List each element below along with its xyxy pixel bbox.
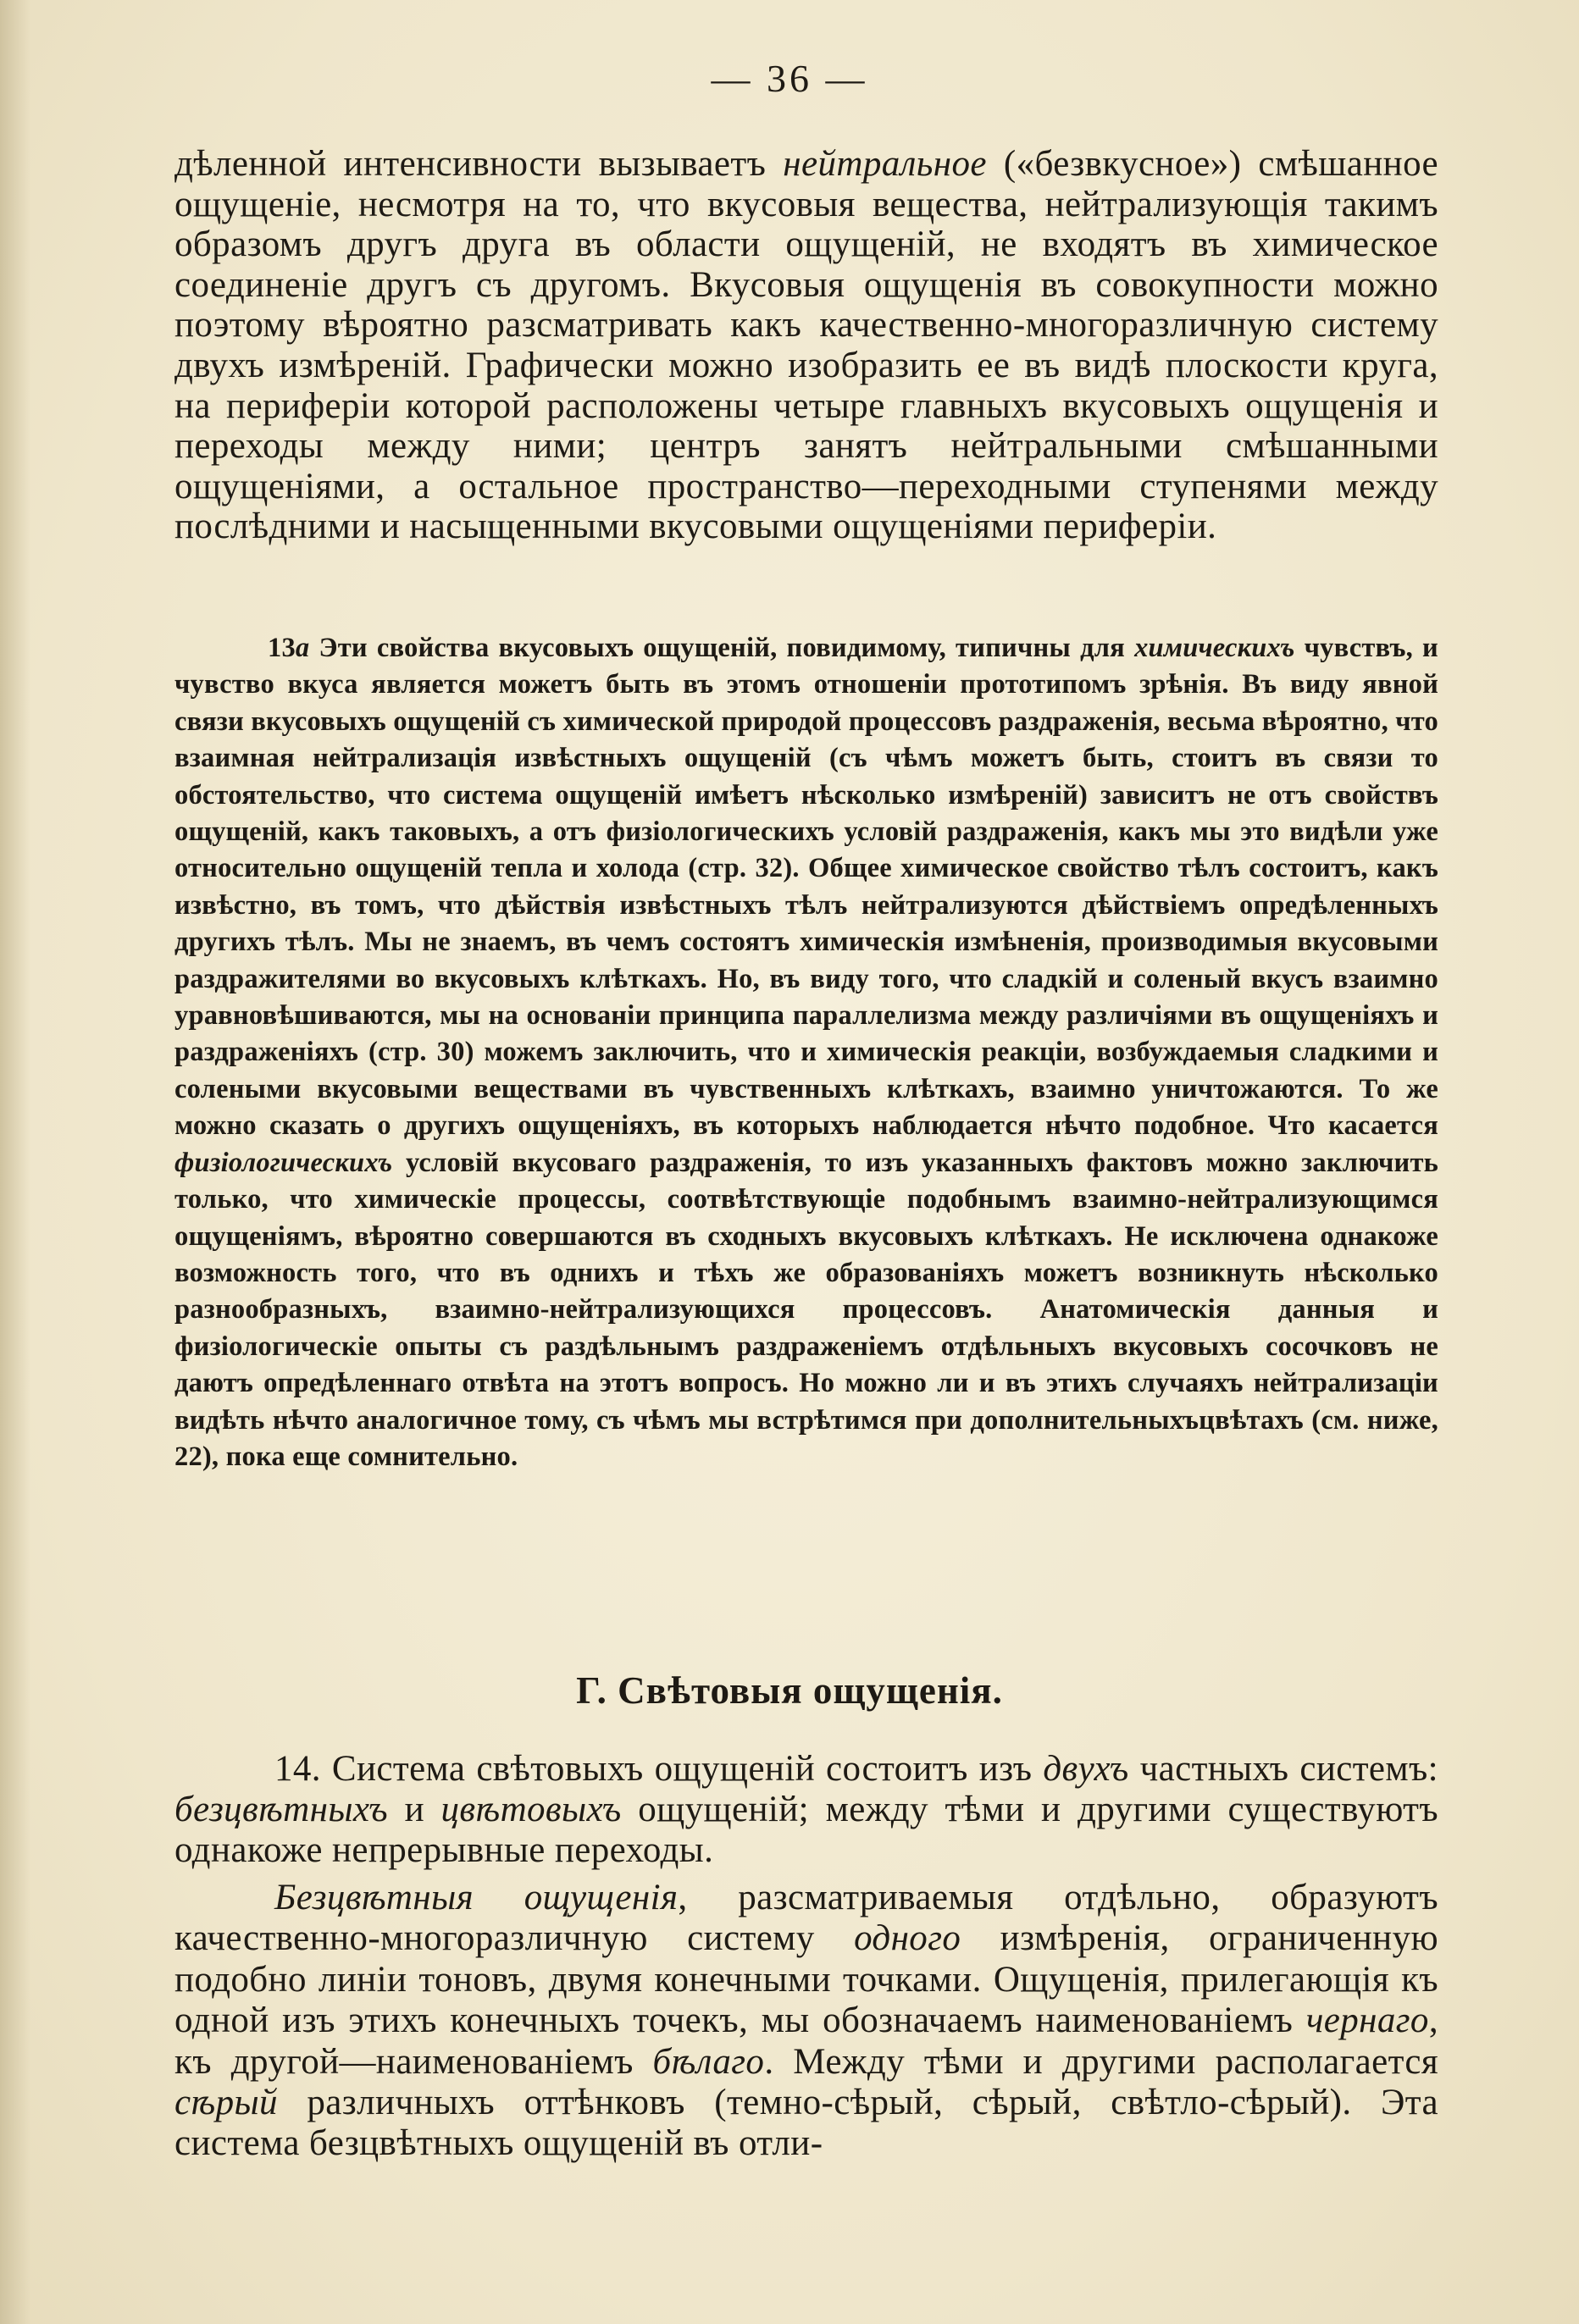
text-run: различныхъ оттѣнковъ (темно-сѣрый, сѣрый, свѣтло-сѣрый). Эта система безцвѣтныхъ ощущеній въ отли-	[175, 2083, 1438, 2164]
text-run: частныхъ системъ:	[1128, 1749, 1438, 1789]
page-number: — 36 —	[711, 57, 868, 100]
text-run: 14. Система свѣтовыхъ ощущеній состоитъ изъ	[274, 1749, 1044, 1789]
emphasis-two: двухъ	[1043, 1749, 1129, 1789]
text-run: («безвкусное») смѣшанное ощущеніе, несмотря на то, что вкусовыя вещества, нейтрализующія такимъ образомъ другъ друга въ области ощущеній, не входятъ въ химическое соединеніе другъ съ другомъ. Вкусовыя ощущенія въ совокупности можно поэтому вѣроятно разсматривать какъ качественно-многоразличную систему двухъ измѣреній. Графически можно изобразить ее въ видѣ плоскости круга, на периферіи которой расположены четыре главныхъ вкусовыхъ ощущенія и переходы между ними; центръ занятъ нейтральными смѣшанными ощущеніями, а остальное пространство—переходными ступенями между послѣдними и насыщенными вкусовыми ощущеніями периферіи.	[175, 144, 1438, 547]
text-run: , разсматриваемыя отдѣльно, образуютъ качественно-многоразличную систему	[175, 1878, 1438, 1959]
text-run: Эти свойства вкусовыхъ ощущеній, повидимому, типичны для	[309, 633, 1135, 663]
paragraph-continued	[175, 144, 1438, 547]
paragraph-colorless	[175, 1878, 1438, 2165]
note-13a	[175, 630, 1438, 1475]
text-run: условій вкусоваго раздраженія, то изъ указанныхъ фактовъ можно заключить только, что химическіе процессы, соотвѣтствующіе подобнымъ взаимно-нейтрализующимся ощущеніямъ, вѣроятно совершаются въ сходныхъ вкусовыхъ клѣткахъ. Не исключена однакоже возможность того, что въ однихъ и тѣхъ же образованіяхъ можетъ возникнуть нѣсколько разнообразныхъ, взаимно-нейтрализующихся процессовъ. Анатомическія данныя и физіологическіе опыты съ раздѣльнымъ раздраженіемъ отдѣльныхъ вкусовыхъ сосочковъ не даютъ опредѣленнаго отвѣта на этотъ вопросъ. Но можно ли и въ этихъ случаяхъ нейтрализаціи видѣть нѣчто аналогичное тому, съ чѣмъ мы встрѣтимся при дополнительныхъцвѣтахъ (см. ниже, 22), пока еще сомнительно.	[175, 1147, 1438, 1472]
emphasis-gray: сѣрый	[175, 2083, 278, 2123]
text-run: . Между тѣми и другими располагается	[764, 2041, 1438, 2082]
emphasis-white: бѣлаго	[652, 2041, 765, 2082]
emphasis-physiological: физіологическихъ	[175, 1147, 393, 1178]
text-run: ощущеній; между тѣми и другими существуютъ однакоже непрерывные переходы.	[175, 1790, 1438, 1870]
text-run: дѣленной интенсивности вызываетъ	[175, 144, 784, 184]
emphasis-one: одного	[854, 1918, 961, 1959]
text-run: , къ другой—наименованіемъ	[175, 2000, 1438, 2082]
emphasis-chemical: химическихъ	[1134, 633, 1295, 663]
emphasis-black: чернаго	[1305, 2000, 1429, 2041]
note-label: 13	[268, 633, 296, 663]
binding-shadow	[0, 0, 30, 2324]
emphasis-neutral: нейтральное	[783, 144, 987, 184]
note-label-suffix: a	[295, 633, 310, 663]
text-run: чувствъ, и чувство вкуса является можетъ быть въ этомъ отношеніи прототипомъ зрѣнія. Въ виду явной связи вкусовыхъ ощущеній съ химической природой процессовъ раздраженія, весьма вѣроятно, что взаимная нейтрализація извѣстныхъ ощущеній (съ чѣмъ можетъ быть, стоитъ въ связи то обстоятельство, что система ощущеній имѣетъ нѣсколько измѣреній) зависитъ не отъ свойствъ ощущеній, какъ таковыхъ, а отъ физіологическихъ условій раздраженія, какъ мы это видѣли уже относительно ощущеній тепла и холода (стр. 32). Общее химическое свойство тѣлъ состоитъ, какъ извѣстно, въ томъ, что дѣйствія извѣстныхъ тѣлъ нейтрализуются дѣйствіемъ опредѣленныхъ другихъ тѣлъ. Мы не знаемъ, въ чемъ состоятъ химическія измѣненія, производимыя вкусовыми раздражителями во вкусовыхъ клѣткахъ. Но, въ виду того, что сладкій и соленый вкусъ взаимно уравновѣшиваются, мы на основаніи принципа параллелизма между различіями въ ощущеніяхъ и раздраженіяхъ (стр. 30) можемъ заключить, что и химическія реакціи, возбуждаемыя сладкими и солеными вкусовыми веществами въ чувственныхъ клѣткахъ, взаимно уничтожаются. То же можно сказать о другихъ ощущеніяхъ, въ которыхъ наблюдается нѣчто подобное. Что касается	[175, 633, 1438, 1142]
text-run: и	[388, 1790, 441, 1829]
text-run: измѣренія, ограниченную подобно линіи тоновъ, двумя конечными точками. Ощущенія, прилегающія къ одной изъ этихъ конечныхъ точекъ, мы обозначаемъ наименованіемъ	[175, 1918, 1438, 2041]
emphasis-colorless: безцвѣтныхъ	[175, 1790, 389, 1829]
emphasis-colored: цвѣтовыхъ	[440, 1790, 622, 1829]
paragraph-14	[175, 1749, 1438, 1871]
emphasis-colorless-sensations: Безцвѣтныя ощущенія	[274, 1878, 679, 1917]
section-title: Г. Свѣтовыя ощущенія.	[576, 1669, 1003, 1712]
